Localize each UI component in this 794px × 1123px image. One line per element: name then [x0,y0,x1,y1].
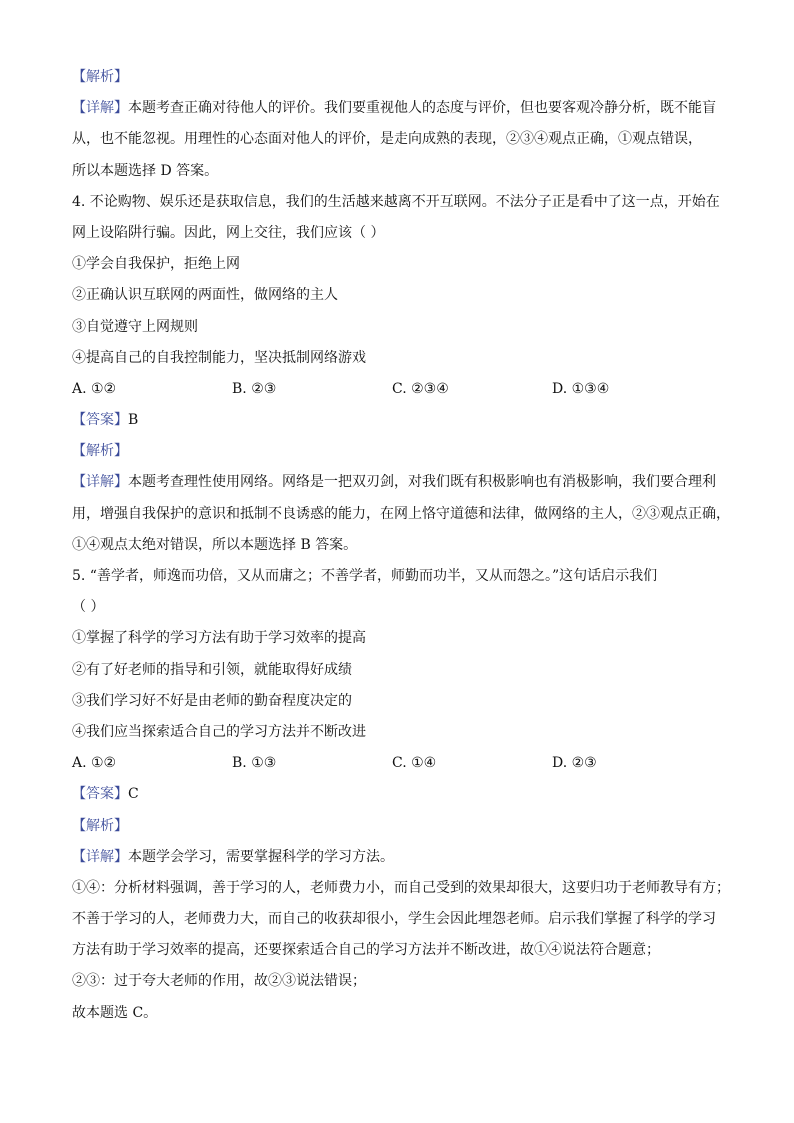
option-d: D. ②③ [552,755,597,772]
text-line [72,655,732,686]
answer-tag: 【答案】 [72,412,128,429]
text-line [72,249,732,280]
text-line [72,499,732,530]
text-line [72,343,732,374]
option-a: A. ①② [72,755,117,772]
text-line [72,218,732,249]
line-text: ②③：过于夸大老师的作用，故②③说法错误； [72,973,366,990]
line-text: 网上设陷阱行骗。因此，网上交往，我们应该（ ） [72,224,385,241]
text-line [72,623,732,654]
text-line [72,592,732,623]
detail-tag: 【详解】 [72,474,128,491]
text-line [72,717,732,748]
section-tag-line [72,811,732,842]
line-text: ①④观点太绝对错误，所以本题选择 B 答案。 [72,536,358,553]
option-b: B. ②③ [232,380,277,397]
line-text: ④提高自己的自我控制能力，坚决抵制网络游戏 [72,349,366,366]
text-line [72,187,732,218]
line-text: 本题考查理性使用网络。网络是一把双刃剑，对我们既有积极影响也有消极影响，我们要合理利 [128,474,716,491]
text-line [72,561,732,592]
option-b: B. ①③ [232,755,277,772]
line-text: 从，也不能忽视。用理性的心态面对他人的评价，是走向成熟的表现，②③④观点正确，①观点错误， [72,131,702,148]
line-text: 方法有助于学习效率的提高，还要探索适合自己的学习方法并不断改进，故①④说法符合题意； [72,942,660,959]
line-text: ①掌握了科学的学习方法有助于学习效率的提高 [72,630,366,647]
line-text: 本题考查正确对待他人的评价。我们要重视他人的态度与评价，但也要客观冷静分析，既不能盲 [128,100,716,117]
line-text: 故本题选 C。 [72,1004,158,1021]
text-line [72,904,732,935]
line-text: ①学会自我保护，拒绝上网 [72,256,240,273]
line-text: 用，增强自我保护的意识和抵制不良诱惑的能力，在网上恪守道德和法律，做网络的主人，②③观点正确， [72,505,730,522]
text-line [72,530,732,561]
option-c: C. ②③④ [392,380,449,397]
text-line [72,93,732,124]
text-line [72,280,732,311]
text-line [72,686,732,717]
line-text: ①④：分析材料强调，善于学习的人，老师费力小，而自己受到的效果却很大，这要归功于老师教导有方； [72,879,730,896]
text-line [72,966,732,997]
answer-tag: 【答案】 [72,786,128,803]
answer-value: B [128,412,139,429]
text-line [72,842,732,873]
answer-line [72,405,732,436]
line-text: 本题学会学习，需要掌握科学的学习方法。 [128,848,394,865]
line-text: ④我们应当探索适合自己的学习方法并不断改进 [72,723,366,740]
line-text: ③自觉遵守上网规则 [72,318,198,335]
options-row [72,374,732,405]
section-tag-line [72,436,732,467]
option-d: D. ①③④ [552,380,610,397]
analysis-tag: 【解析】 [72,69,128,85]
answer-line [72,779,732,810]
text-line [72,873,732,904]
text-line [72,467,732,498]
analysis-tag: 【解析】 [72,443,128,460]
answer-value: C [128,786,139,803]
line-text: ②有了好老师的指导和引领，就能取得好成绩 [72,661,352,678]
detail-tag: 【详解】 [72,848,128,865]
text-line [72,998,732,1029]
line-text: 4. 不论购物、娱乐还是获取信息，我们的生活越来越离不开互联网。不法分子正是看中了这一点，开始在 [72,193,720,210]
analysis-tag: 【解析】 [72,817,128,834]
line-text: 不善于学习的人，老师费力大，而自己的收获却很小，学生会因此埋怨老师。启示我们掌握了科学的学习 [72,911,716,928]
text-line [72,156,732,187]
line-text: （ ） [72,599,105,616]
section-tag-line [72,62,732,93]
line-text: 所以本题选择 D 答案。 [72,162,219,179]
options-row [72,748,732,779]
line-text: ③我们学习好不好是由老师的勤奋程度决定的 [72,692,352,709]
line-text: 5. “善学者，师逸而功倍，又从而庸之；不善学者，师勤而功半，又从而怨之。”这句话启示我们 [72,568,658,584]
option-a: A. ①② [72,380,117,397]
text-line [72,935,732,966]
document-page [72,62,732,1029]
text-line [72,124,732,155]
line-text: ②正确认识互联网的两面性，做网络的主人 [72,287,338,304]
detail-tag: 【详解】 [72,100,128,117]
option-c: C. ①④ [392,755,437,772]
text-line [72,312,732,343]
